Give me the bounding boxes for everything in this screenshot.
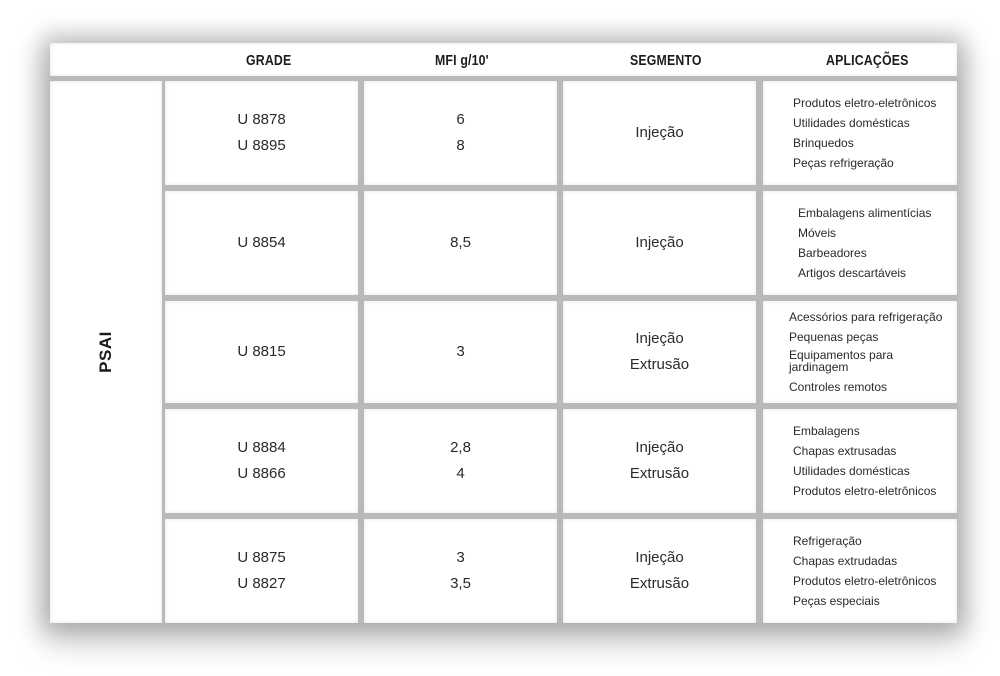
aplicacao-item: Produtos eletro-eletrônicos [793,574,937,588]
segmento-value: Injeção [635,439,684,456]
aplicacoes-list [793,421,957,501]
grade-cell [165,81,358,185]
aplicacoes-cell [763,519,957,623]
segmento-value: Injeção [635,330,684,347]
grade-value: U 8827 [237,575,286,592]
segmento-value: Extrusão [629,356,690,373]
mfi-values [364,339,557,365]
segmento-cell [563,409,756,513]
grade-cell [165,301,358,403]
segmento-values [563,326,756,378]
aplicacao-item: Brinquedos [793,136,854,150]
aplicacao-item: Produtos eletro-eletrônicos [793,484,937,498]
segmento-values [563,435,756,487]
grade-cell [165,519,358,623]
aplicacao-item: Refrigeração [793,534,862,548]
mfi-value: 8 [456,137,465,154]
segmento-cell [563,81,756,185]
segmento-values [563,120,756,146]
mfi-value: 3 [456,343,465,360]
aplicacao-item: Acessórios para refrigeração [789,310,943,324]
mfi-value: 2,8 [450,439,471,456]
header-aplicacoes: APLICAÇÕES [826,53,909,69]
grade-values [165,435,358,487]
aplicacoes-list [793,531,957,611]
mfi-values [364,435,557,487]
aplicacao-item: Pequenas peças [789,330,879,344]
aplicacoes-cell [763,409,957,513]
aplicacao-item: Artigos descartáveis [798,266,907,280]
segmento-values [563,230,756,256]
aplicacao-item: Chapas extrusadas [793,444,897,458]
segmento-cell [563,301,756,403]
aplicacao-item: Embalagens alimentícias [798,206,932,220]
aplicacao-item: Peças especiais [793,594,880,608]
grade-value: U 8875 [237,549,286,566]
segmento-cell [563,519,756,623]
aplicacoes-list [798,203,957,283]
aplicacoes-list [789,307,957,397]
grade-value: U 8815 [237,343,286,360]
aplicacoes-list [793,93,957,173]
product-table [50,43,957,623]
header-grade: GRADE [246,53,292,69]
aplicacoes-cell [763,81,957,185]
mfi-cell [364,301,557,403]
segmento-value: Extrusão [629,575,690,592]
segmento-cell [563,191,756,295]
segmento-value: Injeção [635,234,684,251]
aplicacao-item: Produtos eletro-eletrônicos [793,96,937,110]
mfi-value: 4 [456,465,465,482]
grade-values [165,230,358,256]
grade-values [165,107,358,159]
mfi-value: 6 [456,111,465,128]
grade-value: U 8895 [237,137,286,154]
aplicacao-item: Barbeadores [798,246,867,260]
grade-cell [165,409,358,513]
segmento-value: Injeção [635,549,684,566]
aplicacao-item: Utilidades domésticas [793,464,910,478]
grade-value: U 8884 [237,439,286,456]
grade-values [165,545,358,597]
aplicacao-item: Peças refrigeração [793,156,894,170]
aplicacao-item: Controles remotos [789,380,888,394]
family-cell [50,81,162,623]
mfi-cell [364,519,557,623]
aplicacoes-cell [763,301,957,403]
mfi-cell [364,409,557,513]
header-segmento: SEGMENTO [630,53,702,69]
mfi-value: 3 [456,549,465,566]
grade-cell [165,191,358,295]
grade-value: U 8878 [237,111,286,128]
grade-values [165,339,358,365]
segmento-values [563,545,756,597]
mfi-value: 8,5 [450,234,471,251]
header-mfi: MFI g/10' [435,53,489,69]
segmento-value: Injeção [635,124,684,141]
header-row [50,43,957,76]
aplicacoes-cell [763,191,957,295]
mfi-cell [364,81,557,185]
aplicacao-item: Chapas extrudadas [793,554,898,568]
aplicacao-item: Utilidades domésticas [793,116,910,130]
mfi-values [364,107,557,159]
grade-value: U 8854 [237,234,286,251]
mfi-values [364,545,557,597]
aplicacao-item: Móveis [798,226,837,240]
mfi-cell [364,191,557,295]
family-label: PSAI [96,331,115,373]
aplicacao-item: Equipamentos para jardinagem [789,348,894,374]
segmento-value: Extrusão [629,465,690,482]
aplicacao-item: Embalagens [793,424,860,438]
mfi-values [364,230,557,256]
grade-value: U 8866 [237,465,286,482]
mfi-value: 3,5 [450,575,471,592]
